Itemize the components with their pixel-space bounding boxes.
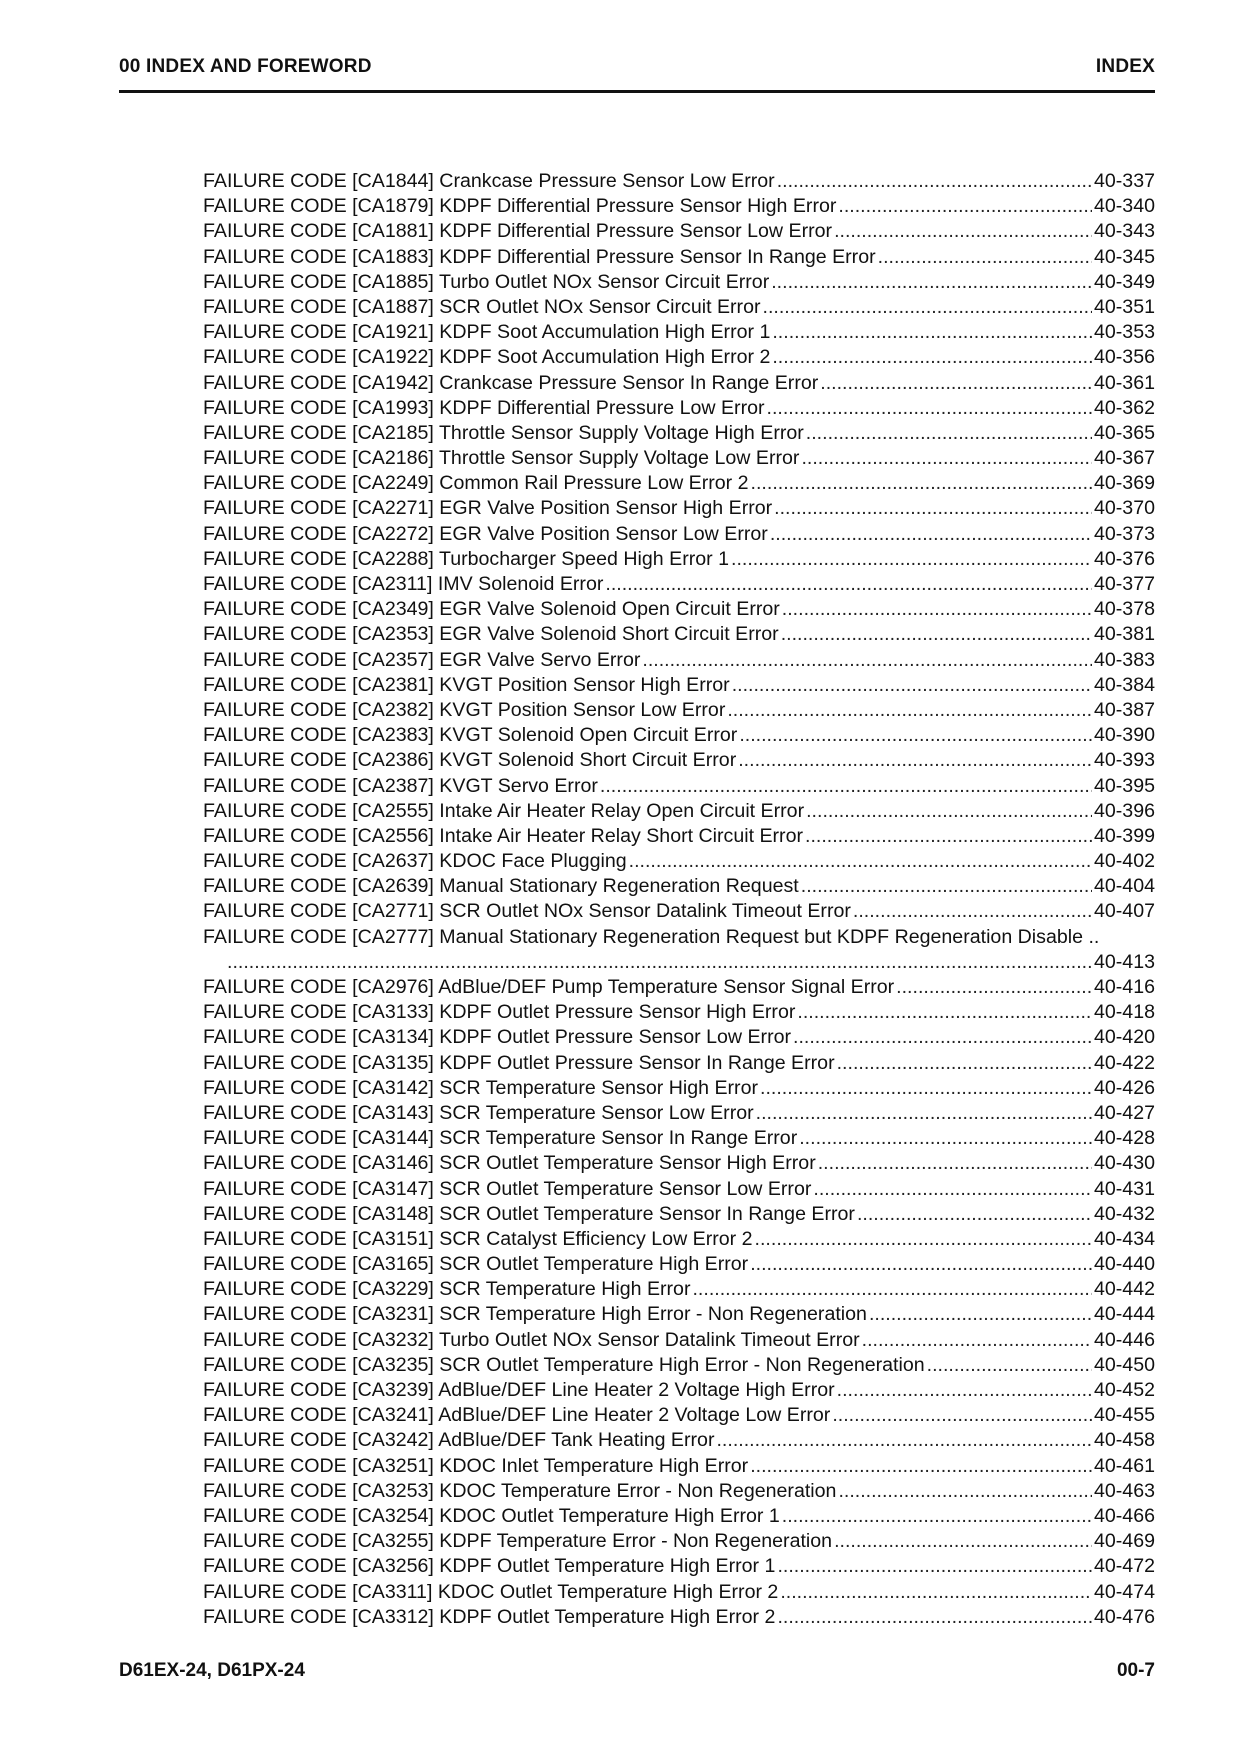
entry-title: FAILURE CODE [CA2349] EGR Valve Solenoid Open Circuit Error bbox=[203, 598, 780, 621]
dot-leader bbox=[834, 1530, 1092, 1553]
entry-page: 40-426 bbox=[1093, 1076, 1155, 1099]
entry-page: 40-361 bbox=[1093, 371, 1155, 394]
entry-page: 40-452 bbox=[1093, 1379, 1155, 1401]
index-entry[interactable] bbox=[203, 1455, 1155, 1480]
dot-leader bbox=[857, 1203, 1092, 1226]
entry-page: 40-432 bbox=[1093, 1202, 1155, 1225]
entry-page: 40-369 bbox=[1093, 472, 1155, 495]
dot-leader bbox=[781, 623, 1092, 646]
entry-page: 40-431 bbox=[1093, 1177, 1155, 1200]
index-entry[interactable] bbox=[203, 1404, 1155, 1429]
dot-leader bbox=[774, 497, 1092, 520]
entry-page: 40-463 bbox=[1093, 1479, 1155, 1502]
entry-title: FAILURE CODE [CA1942] Crankcase Pressure Sensor In Range Error bbox=[203, 371, 819, 394]
entry-page: 40-476 bbox=[1093, 1605, 1155, 1628]
index-entry[interactable] bbox=[203, 321, 1155, 346]
dot-leader bbox=[750, 1253, 1092, 1276]
index-entry[interactable] bbox=[203, 1001, 1155, 1026]
index-entry[interactable] bbox=[203, 573, 1155, 598]
index-entry[interactable] bbox=[203, 472, 1155, 497]
entry-page: 40-390 bbox=[1093, 724, 1155, 747]
index-entry[interactable] bbox=[203, 976, 1155, 1001]
entry-page: 40-458 bbox=[1093, 1429, 1155, 1452]
dot-leader bbox=[772, 321, 1092, 344]
entry-title: FAILURE CODE [CA2311] IMV Solenoid Error bbox=[203, 573, 604, 595]
entry-page: 40-416 bbox=[1093, 976, 1155, 998]
page-footer bbox=[119, 1660, 1155, 1682]
dot-leader bbox=[772, 346, 1092, 369]
entry-title: FAILURE CODE [CA3256] KDPF Outlet Temperature High Error 1 bbox=[203, 1555, 776, 1578]
index-entry[interactable] bbox=[203, 850, 1155, 875]
index-entry[interactable] bbox=[203, 1530, 1155, 1555]
entry-page: 40-446 bbox=[1093, 1328, 1155, 1351]
entry-page: 40-407 bbox=[1093, 900, 1155, 923]
index-entry[interactable] bbox=[203, 296, 1155, 321]
index-entry[interactable] bbox=[203, 1152, 1155, 1177]
entry-title: FAILURE CODE [CA1887] SCR Outlet NOx Sensor Circuit Error bbox=[203, 295, 761, 318]
index-entry[interactable] bbox=[203, 170, 1155, 195]
dot-leader bbox=[642, 649, 1092, 672]
dot-leader bbox=[806, 800, 1092, 823]
dot-leader bbox=[771, 271, 1092, 294]
entry-page: 40-422 bbox=[1093, 1051, 1155, 1074]
entry-page: 40-349 bbox=[1093, 270, 1155, 293]
dot-leader bbox=[755, 1228, 1092, 1251]
entry-page: 40-466 bbox=[1093, 1504, 1155, 1527]
index-entry[interactable] bbox=[203, 1303, 1155, 1328]
entry-title: FAILURE CODE [CA2777] Manual Stationary Regeneration Request but KDPF Regeneration Disable .. bbox=[203, 925, 1100, 948]
entry-page: 40-430 bbox=[1093, 1152, 1155, 1175]
entry-title: FAILURE CODE [CA2383] KVGT Solenoid Open Circuit Error bbox=[203, 724, 738, 747]
entry-title: FAILURE CODE [CA2357] EGR Valve Servo Error bbox=[203, 648, 641, 671]
index-entry[interactable] bbox=[203, 1379, 1155, 1404]
entry-title: FAILURE CODE [CA3147] SCR Outlet Temperature Sensor Low Error bbox=[203, 1177, 812, 1200]
entry-title: FAILURE CODE [CA2386] KVGT Solenoid Short Circuit Error bbox=[203, 749, 737, 772]
entry-title: FAILURE CODE [CA3253] KDOC Temperature Error - Non Regeneration bbox=[203, 1479, 837, 1502]
entry-title: FAILURE CODE [CA3229] SCR Temperature High Error bbox=[203, 1278, 691, 1301]
dot-leader bbox=[732, 674, 1092, 697]
entry-title: FAILURE CODE [CA3148] SCR Outlet Temperature Sensor In Range Error bbox=[203, 1202, 855, 1225]
index-entry[interactable] bbox=[203, 1102, 1155, 1127]
index-entry[interactable] bbox=[203, 397, 1155, 422]
dot-leader bbox=[716, 1429, 1092, 1452]
section-label: INDEX bbox=[1095, 56, 1155, 77]
entry-title: FAILURE CODE [CA2555] Intake Air Heater Relay Open Circuit Error bbox=[203, 799, 805, 822]
entry-page: 40-377 bbox=[1093, 573, 1155, 595]
index-entry[interactable] bbox=[203, 195, 1155, 220]
dot-leader bbox=[739, 724, 1092, 747]
entry-title: FAILURE CODE [CA3143] SCR Temperature Sensor Low Error bbox=[203, 1101, 754, 1124]
dot-leader bbox=[756, 1102, 1092, 1125]
entry-title: FAILURE CODE [CA3254] KDOC Outlet Temperature High Error 1 bbox=[203, 1504, 780, 1527]
index-entry[interactable] bbox=[203, 875, 1155, 900]
index-entry[interactable] bbox=[203, 1127, 1155, 1152]
dot-leader bbox=[727, 699, 1092, 722]
entry-title: FAILURE CODE [CA3232] Turbo Outlet NOx Sensor Datalink Timeout Error bbox=[203, 1328, 860, 1351]
index-entry[interactable] bbox=[203, 1026, 1155, 1051]
entry-title: FAILURE CODE [CA1879] KDPF Differential Pressure Sensor High Error bbox=[203, 195, 837, 218]
entry-title: FAILURE CODE [CA3144] SCR Temperature Sensor In Range Error bbox=[203, 1127, 798, 1150]
dot-leader bbox=[832, 1404, 1092, 1427]
index-entry[interactable] bbox=[203, 246, 1155, 271]
entry-page: 40-455 bbox=[1093, 1404, 1155, 1427]
entry-title: FAILURE CODE [CA1922] KDPF Soot Accumulation High Error 2 bbox=[203, 346, 771, 369]
entry-title: FAILURE CODE [CA1881] KDPF Differential Pressure Sensor Low Error bbox=[203, 220, 833, 243]
index-entry[interactable] bbox=[203, 271, 1155, 296]
entry-page: 40-450 bbox=[1093, 1353, 1155, 1376]
entry-title: FAILURE CODE [CA3235] SCR Outlet Temperature High Error - Non Regeneration bbox=[203, 1353, 925, 1376]
dot-leader bbox=[853, 900, 1092, 923]
entry-page: 40-461 bbox=[1093, 1454, 1155, 1477]
dot-leader bbox=[801, 875, 1092, 898]
entry-title: FAILURE CODE [CA2382] KVGT Position Sensor Low Error bbox=[203, 698, 726, 721]
index-entry[interactable] bbox=[203, 623, 1155, 648]
entry-page: 40-418 bbox=[1093, 1001, 1155, 1024]
dot-leader bbox=[782, 1505, 1092, 1528]
entry-title: FAILURE CODE [CA2271] EGR Valve Position Sensor High Error bbox=[203, 497, 773, 520]
index-entry[interactable] bbox=[203, 598, 1155, 623]
dot-leader bbox=[813, 1178, 1092, 1201]
dot-leader bbox=[777, 170, 1092, 193]
dot-leader bbox=[777, 1606, 1092, 1629]
entry-page: 40-351 bbox=[1093, 295, 1155, 318]
entry-title: FAILURE CODE [CA2637] KDOC Face Plugging bbox=[203, 850, 627, 873]
entry-page: 40-393 bbox=[1093, 749, 1155, 772]
entry-title: FAILURE CODE [CA1921] KDPF Soot Accumulation High Error 1 bbox=[203, 321, 771, 344]
entry-title: FAILURE CODE [CA2249] Common Rail Pressure Low Error 2 bbox=[203, 472, 749, 495]
dot-leader bbox=[837, 1052, 1092, 1075]
index-entry[interactable] bbox=[203, 548, 1155, 573]
entry-page: 40-378 bbox=[1093, 598, 1155, 621]
entry-page: 40-381 bbox=[1093, 623, 1155, 646]
index-entry[interactable] bbox=[203, 1228, 1155, 1253]
entry-title: FAILURE CODE [CA3239] AdBlue/DEF Line Heater 2 Voltage High Error bbox=[203, 1379, 835, 1401]
index-entry[interactable] bbox=[203, 1329, 1155, 1354]
entry-page: 40-434 bbox=[1093, 1227, 1155, 1250]
index-entry[interactable] bbox=[203, 951, 1155, 976]
index-entry[interactable] bbox=[203, 497, 1155, 522]
dot-leader bbox=[782, 598, 1092, 621]
entry-page: 40-383 bbox=[1093, 648, 1155, 671]
dot-leader bbox=[770, 523, 1092, 546]
entry-title: FAILURE CODE [CA3135] KDPF Outlet Pressure Sensor In Range Error bbox=[203, 1051, 835, 1074]
index-entry[interactable] bbox=[203, 926, 1155, 951]
entry-title: FAILURE CODE [CA3312] KDPF Outlet Temperature High Error 2 bbox=[203, 1605, 776, 1628]
index-entry[interactable] bbox=[203, 1354, 1155, 1379]
entry-page: 40-440 bbox=[1093, 1253, 1155, 1276]
index-entry[interactable] bbox=[203, 523, 1155, 548]
index-entry[interactable] bbox=[203, 1429, 1155, 1454]
index-entry[interactable] bbox=[203, 1077, 1155, 1102]
dot-leader bbox=[780, 1581, 1092, 1604]
entry-page: 40-474 bbox=[1093, 1580, 1155, 1603]
dot-leader bbox=[801, 447, 1092, 470]
entry-page: 40-365 bbox=[1093, 421, 1155, 444]
entry-page: 40-469 bbox=[1093, 1530, 1155, 1553]
entry-page: 40-353 bbox=[1093, 321, 1155, 344]
dot-leader bbox=[820, 372, 1092, 395]
entry-title: FAILURE CODE [CA3142] SCR Temperature Sensor High Error bbox=[203, 1076, 759, 1099]
index-entry[interactable] bbox=[203, 372, 1155, 397]
dot-leader bbox=[869, 1303, 1092, 1326]
entry-page: 40-376 bbox=[1093, 547, 1155, 570]
entry-page: 40-399 bbox=[1093, 824, 1155, 847]
entry-page: 40-472 bbox=[1093, 1555, 1155, 1578]
entry-page: 40-340 bbox=[1093, 195, 1155, 218]
dot-leader bbox=[838, 1480, 1092, 1503]
index-entry[interactable] bbox=[203, 1581, 1155, 1606]
dot-leader bbox=[799, 1127, 1092, 1150]
entry-title: FAILURE CODE [CA2556] Intake Air Heater Relay Short Circuit Error bbox=[203, 824, 804, 847]
dot-leader bbox=[600, 775, 1092, 798]
dot-leader bbox=[805, 825, 1092, 848]
entry-page: 40-442 bbox=[1093, 1278, 1155, 1301]
dot-leader bbox=[878, 246, 1092, 269]
index-entry[interactable] bbox=[203, 825, 1155, 850]
entry-page: 40-402 bbox=[1093, 850, 1155, 873]
index-entry[interactable] bbox=[203, 1278, 1155, 1303]
section-title: 00 INDEX AND FOREWORD bbox=[119, 56, 372, 77]
entry-title: FAILURE CODE [CA3133] KDPF Outlet Pressure Sensor High Error bbox=[203, 1001, 796, 1024]
entry-title: FAILURE CODE [CA2272] EGR Valve Position Sensor Low Error bbox=[203, 522, 768, 545]
index-entry[interactable] bbox=[203, 724, 1155, 749]
dot-leader bbox=[760, 1077, 1092, 1100]
index-entry[interactable] bbox=[203, 900, 1155, 925]
entry-title: FAILURE CODE [CA3151] SCR Catalyst Efficiency Low Error 2 bbox=[203, 1227, 753, 1250]
dot-leader bbox=[751, 472, 1092, 495]
dot-leader bbox=[818, 1152, 1092, 1175]
index-entry[interactable] bbox=[203, 1505, 1155, 1530]
entry-title: FAILURE CODE [CA2771] SCR Outlet NOx Sensor Datalink Timeout Error bbox=[203, 900, 851, 923]
index-entry[interactable] bbox=[203, 674, 1155, 699]
index-entry[interactable] bbox=[203, 1480, 1155, 1505]
dot-leader bbox=[731, 548, 1092, 571]
entry-title: FAILURE CODE [CA3311] KDOC Outlet Temperature High Error 2 bbox=[203, 1580, 779, 1603]
entry-title: FAILURE CODE [CA2381] KVGT Position Sensor High Error bbox=[203, 673, 730, 696]
dot-leader bbox=[763, 296, 1092, 319]
index-entry[interactable] bbox=[203, 1606, 1155, 1631]
index-entry[interactable] bbox=[203, 1178, 1155, 1203]
dot-leader bbox=[750, 1455, 1092, 1478]
index-entry[interactable] bbox=[203, 775, 1155, 800]
index-entry[interactable] bbox=[203, 1052, 1155, 1077]
dot-leader bbox=[806, 422, 1092, 445]
index-entry[interactable] bbox=[203, 649, 1155, 674]
page-header bbox=[119, 56, 1155, 93]
index-entry[interactable] bbox=[203, 1555, 1155, 1580]
entry-page: 40-428 bbox=[1093, 1127, 1155, 1150]
index-entry[interactable] bbox=[203, 422, 1155, 447]
entry-title: FAILURE CODE [CA3146] SCR Outlet Temperature Sensor High Error bbox=[203, 1152, 816, 1175]
dot-leader bbox=[896, 976, 1092, 999]
model-number: D61EX-24, D61PX-24 bbox=[119, 1660, 305, 1681]
index-entry[interactable] bbox=[203, 699, 1155, 724]
entry-page: 40-427 bbox=[1093, 1101, 1155, 1124]
dot-leader bbox=[862, 1329, 1092, 1352]
entry-page: 40-356 bbox=[1093, 346, 1155, 369]
entry-title: FAILURE CODE [CA3134] KDPF Outlet Pressure Sensor Low Error bbox=[203, 1026, 792, 1049]
entry-page: 40-420 bbox=[1093, 1026, 1155, 1049]
dot-leader bbox=[837, 1379, 1092, 1402]
index-entry[interactable] bbox=[203, 346, 1155, 371]
entry-page: 40-367 bbox=[1093, 447, 1155, 470]
entry-page: 40-373 bbox=[1093, 522, 1155, 545]
entry-page: 40-370 bbox=[1093, 497, 1155, 520]
dot-leader bbox=[767, 397, 1092, 420]
dot-leader bbox=[777, 1555, 1092, 1578]
entry-title: FAILURE CODE [CA1883] KDPF Differential Pressure Sensor In Range Error bbox=[203, 245, 876, 268]
entry-title: FAILURE CODE [CA1885] Turbo Outlet NOx Sensor Circuit Error bbox=[203, 270, 770, 293]
entry-page: 40-444 bbox=[1093, 1303, 1155, 1326]
dot-leader bbox=[927, 1354, 1092, 1377]
entry-title: FAILURE CODE [CA1844] Crankcase Pressure Sensor Low Error bbox=[203, 170, 775, 192]
entry-page: 40-413 bbox=[1093, 950, 1155, 973]
dot-leader bbox=[834, 220, 1092, 243]
index-entry[interactable] bbox=[203, 749, 1155, 774]
dot-leader bbox=[838, 195, 1092, 218]
dot-leader bbox=[629, 850, 1092, 873]
entry-title: FAILURE CODE [CA3251] KDOC Inlet Temperature High Error bbox=[203, 1454, 749, 1477]
entry-page: 40-387 bbox=[1093, 698, 1155, 721]
entry-page: 40-345 bbox=[1093, 245, 1155, 268]
entry-title: FAILURE CODE [CA2639] Manual Stationary Regeneration Request bbox=[203, 875, 799, 898]
entry-title: FAILURE CODE [CA3255] KDPF Temperature Error - Non Regeneration bbox=[203, 1530, 833, 1553]
index-list bbox=[203, 170, 1155, 1631]
index-entry[interactable] bbox=[203, 1253, 1155, 1278]
dot-leader bbox=[692, 1278, 1092, 1301]
dot-leader bbox=[738, 749, 1092, 772]
entry-title: FAILURE CODE [CA3242] AdBlue/DEF Tank Heating Error bbox=[203, 1429, 715, 1452]
entry-page: 40-362 bbox=[1093, 396, 1155, 419]
entry-page: 40-384 bbox=[1093, 673, 1155, 696]
entry-page: 40-395 bbox=[1093, 774, 1155, 797]
entry-title: FAILURE CODE [CA2976] AdBlue/DEF Pump Temperature Sensor Signal Error bbox=[203, 976, 895, 998]
entry-title: FAILURE CODE [CA2185] Throttle Sensor Supply Voltage High Error bbox=[203, 421, 804, 444]
entry-title: FAILURE CODE [CA3231] SCR Temperature High Error - Non Regeneration bbox=[203, 1303, 867, 1326]
index-entry[interactable] bbox=[203, 1203, 1155, 1228]
entry-title: FAILURE CODE [CA2387] KVGT Servo Error bbox=[203, 774, 598, 797]
index-entry[interactable] bbox=[203, 800, 1155, 825]
entry-page: 40-343 bbox=[1093, 220, 1155, 243]
entry-page: 40-404 bbox=[1093, 875, 1155, 898]
entry-page: 40-337 bbox=[1093, 170, 1155, 192]
page-number: 00-7 bbox=[1116, 1660, 1155, 1681]
dot-leader bbox=[227, 951, 1092, 974]
index-entry[interactable] bbox=[203, 447, 1155, 472]
index-entry[interactable] bbox=[203, 220, 1155, 245]
entry-title: FAILURE CODE [CA3241] AdBlue/DEF Line Heater 2 Voltage Low Error bbox=[203, 1404, 831, 1427]
entry-title: FAILURE CODE [CA2353] EGR Valve Solenoid Short Circuit Error bbox=[203, 623, 779, 646]
entry-title: FAILURE CODE [CA3165] SCR Outlet Temperature High Error bbox=[203, 1253, 749, 1276]
dot-leader bbox=[605, 573, 1092, 596]
entry-page: 40-396 bbox=[1093, 799, 1155, 822]
dot-leader bbox=[793, 1026, 1092, 1049]
entry-title: FAILURE CODE [CA1993] KDPF Differential Pressure Low Error bbox=[203, 396, 765, 419]
entry-title: FAILURE CODE [CA2288] Turbocharger Speed High Error 1 bbox=[203, 547, 730, 570]
entry-title: FAILURE CODE [CA2186] Throttle Sensor Supply Voltage Low Error bbox=[203, 447, 800, 470]
dot-leader bbox=[797, 1001, 1092, 1024]
